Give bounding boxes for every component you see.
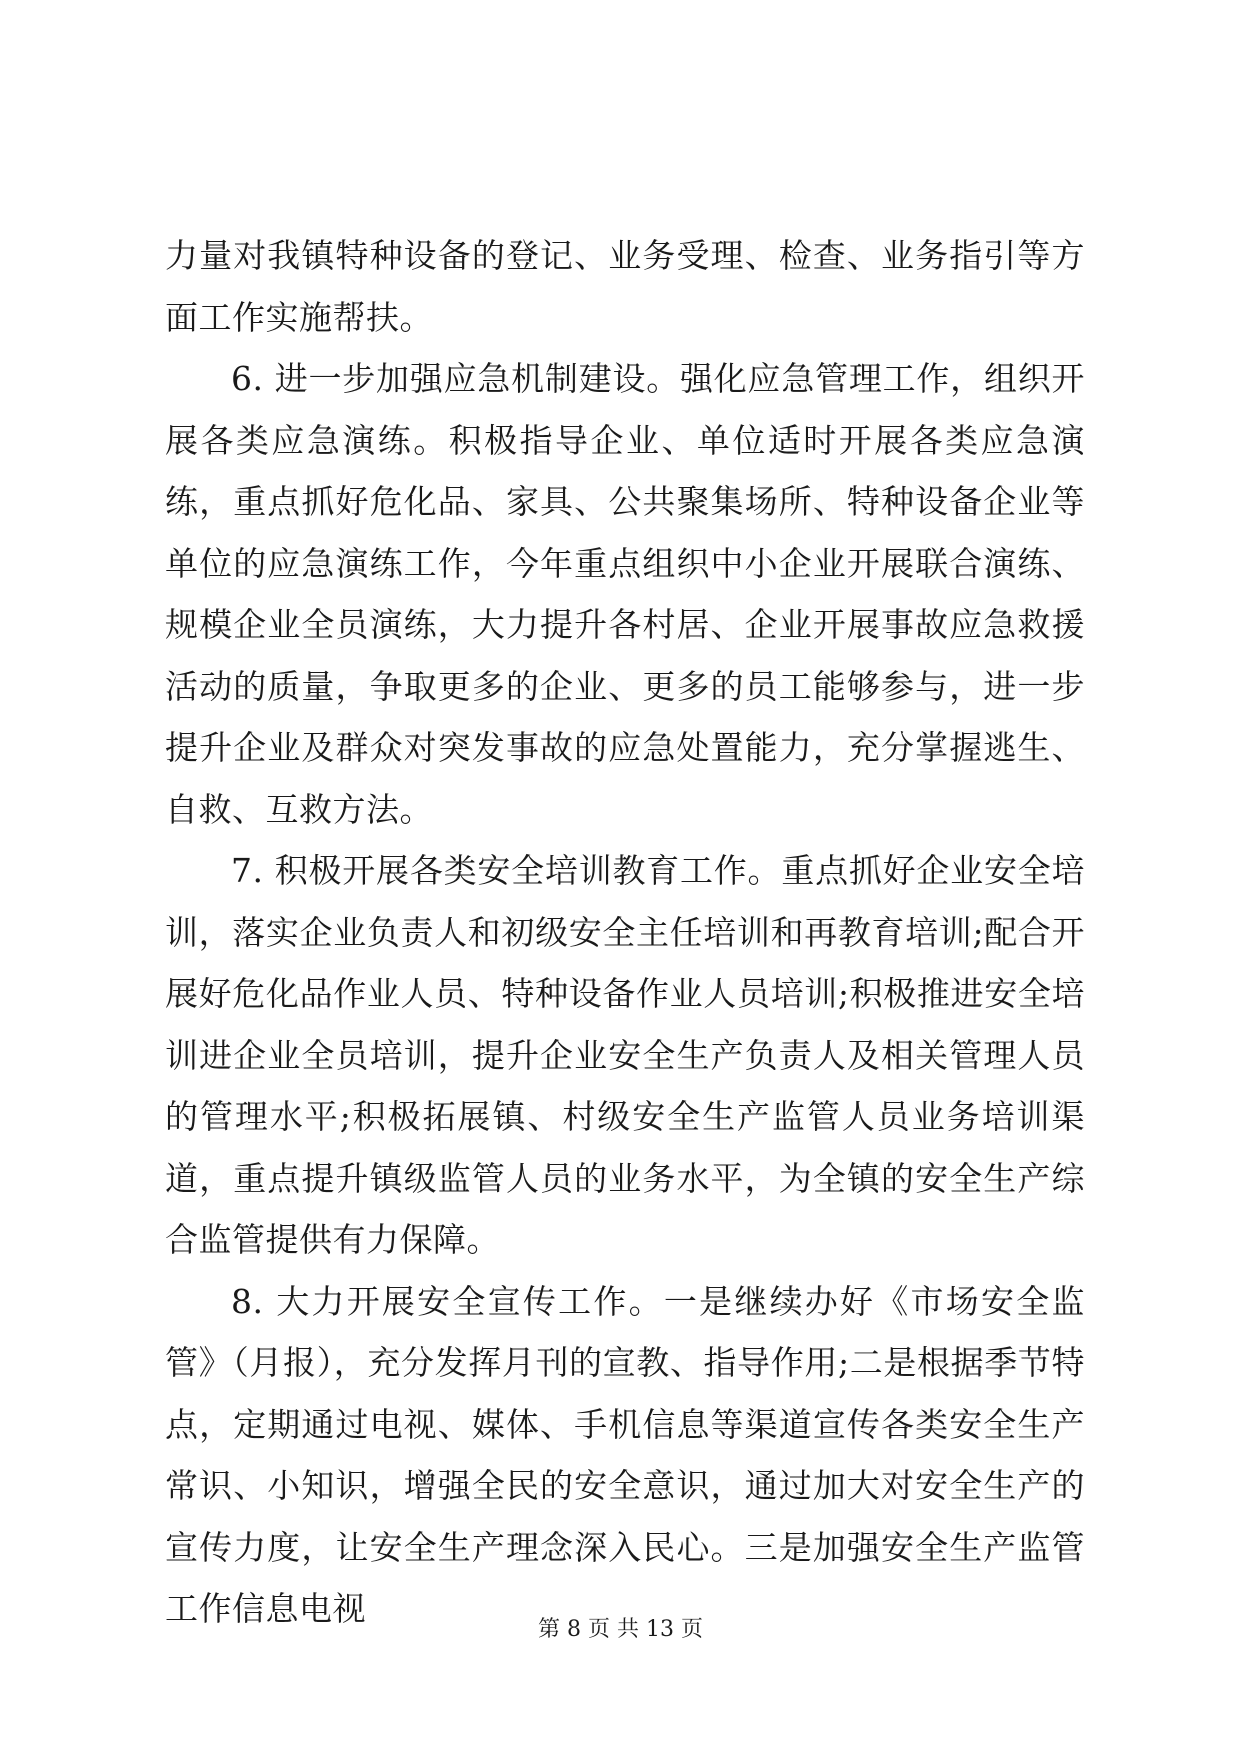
- paragraph-continuation: 力量对我镇特种设备的登记、业务受理、检查、业务指引等方面工作实施帮扶。: [165, 236, 1085, 337]
- paragraph-item-6: 6. 进一步加强应急机制建设。强化应急管理工作，组织开展各类应急演练。积极指导企业、单位适时开展各类应急演练，重点抓好危化品、家具、公共聚集场所、特种设备企业等单位的应急演练工作，今年重点组织中小企业开展联合演练、规模企业全员演练，大力提升各村居、企业开展事故应急救援活动的质量，争取更多的企业、更多的员工能够参与，进一步提升企业及群众对突发事故的应急处置能力，充分掌握逃生、自救、互救方法。: [165, 359, 1085, 829]
- page-number-footer: 第 8 页 共 13 页: [538, 1617, 703, 1642]
- paragraph-item-7: 7. 积极开展各类安全培训教育工作。重点抓好企业安全培训，落实企业负责人和初级安全主任培训和再教育培训;配合开展好危化品作业人员、特种设备作业人员培训;积极推进安全培训进企业全员培训，提升企业安全生产负责人及相关管理人员的管理水平;积极拓展镇、村级安全生产监管人员业务培训渠道，重点提升镇级监管人员的业务水平，为全镇的安全生产综合监管提供有力保障。: [165, 851, 1085, 1259]
- paragraph-item-8: 8. 大力开展安全宣传工作。一是继续办好《市场安全监管》（月报），充分发挥月刊的宣教、指导作用;二是根据季节特点，定期通过电视、媒体、手机信息等渠道宣传各类安全生产常识、小知识，增强全民的安全意识，通过加大对安全生产的宣传力度，让安全生产理念深入民心。三是加强安全生产监管工作信息电视: [165, 1281, 1085, 1628]
- body-text: [165, 225, 1085, 1640]
